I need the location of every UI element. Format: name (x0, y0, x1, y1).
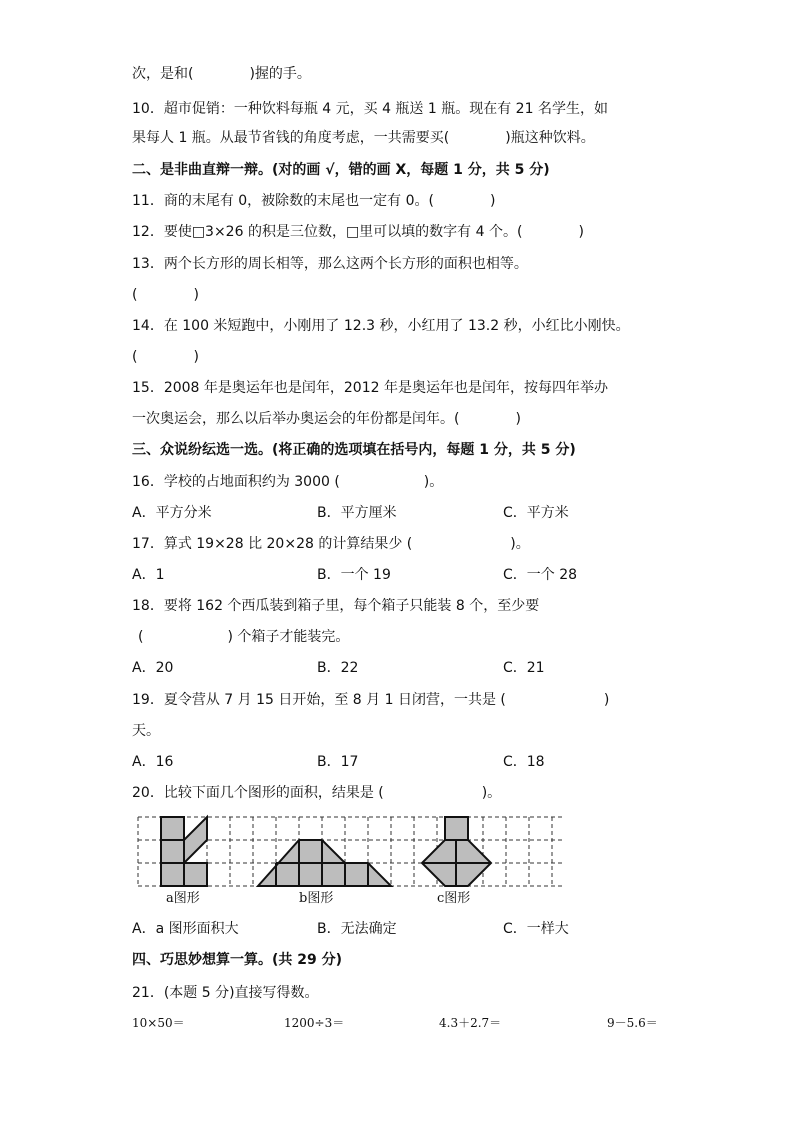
q19-line2: 天。 (132, 723, 160, 739)
q21: 21．(本题 5 分)直接写得数。 (132, 985, 319, 1001)
q18-line1: 18．要将 162 个西瓜装到箱子里，每个箱子只能装 8 个，至少要 (132, 598, 540, 614)
q19-line1: 19．夏令营从 7 月 15 日开始，至 8 月 1 日闭营，一共是 ( ) (132, 692, 610, 708)
q20-option-c: C．一样大 (503, 921, 569, 937)
q10-line1: 10．超市促销：一种饮料每瓶 4 元，买 4 瓶送 1 瓶。现在有 21 名学生，如 (132, 101, 608, 117)
section-2-heading: 二、是非曲直辩一辩。(对的画 √，错的画 X，每题 1 分，共 5 分) (132, 162, 550, 178)
shape-a (161, 817, 207, 886)
label-shape-a: a图形 (166, 891, 200, 906)
q20: 20．比较下面几个图形的面积，结果是 ( )。 (132, 785, 502, 801)
q18-option-c: C．21 (503, 660, 545, 676)
calc-2: 1200÷3＝ (284, 1016, 345, 1030)
q10-line2: 果每人 1 瓶。从最节省钱的角度考虑，一共需要买( )瓶这种饮料。 (132, 130, 595, 146)
q17: 17．算式 19×28 比 20×28 的计算结果少 ( )。 (132, 536, 530, 552)
q14: 14．在 100 米短跑中，小刚用了 12.3 秒，小红用了 13.2 秒，小红比小刚快。 (132, 318, 630, 334)
q18-option-a: A．20 (132, 660, 174, 676)
q11: 11．商的末尾有 0，被除数的末尾也一定有 0。( ) (132, 193, 496, 209)
q17-option-b: B．一个 19 (317, 567, 391, 583)
q9-continuation: 次，是和( )握的手。 (132, 66, 311, 82)
section-4-heading: 四、巧思妙想算一算。(共 29 分) (132, 952, 343, 968)
q16-option-a: A．平方分米 (132, 505, 212, 521)
q13: 13．两个长方形的周长相等，那么这两个长方形的面积也相等。 (132, 256, 528, 272)
q16-option-b: B．平方厘米 (317, 505, 397, 521)
label-shape-c: c图形 (437, 891, 471, 906)
shape-c (422, 817, 491, 886)
q17-option-c: C．一个 28 (503, 567, 578, 583)
label-shape-b: b图形 (299, 891, 334, 906)
q19-option-c: C．18 (503, 754, 545, 770)
q14-answer: ( ) (132, 349, 199, 365)
q18-line2: ( ) 个箱子才能装完。 (138, 629, 350, 645)
q19-option-b: B．17 (317, 754, 359, 770)
q12: 12．要使□3×26 的积是三位数，□里可以填的数字有 4 个。( ) (132, 224, 584, 240)
q13-answer: ( ) (132, 287, 199, 303)
section-3-heading: 三、众说纷纭选一选。(将正确的选项填在括号内，每题 1 分，共 5 分) (132, 442, 576, 458)
calc-1: 10×50＝ (132, 1016, 185, 1030)
q19-option-a: A．16 (132, 754, 174, 770)
calc-3: 4.3＋2.7＝ (439, 1016, 502, 1030)
q20-option-b: B．无法确定 (317, 921, 397, 937)
calc-4: 9－5.6＝ (607, 1016, 658, 1030)
q16-option-c: C．平方米 (503, 505, 569, 521)
q20-option-a: A．a 图形面积大 (132, 921, 239, 937)
q16: 16．学校的占地面积约为 3000 ( )。 (132, 474, 444, 490)
q17-option-a: A．1 (132, 567, 165, 583)
q18-option-b: B．22 (317, 660, 359, 676)
q15-line2: 一次奥运会，那么以后举办奥运会的年份都是闰年。( ) (132, 411, 521, 427)
q15-line1: 15．2008 年是奥运年也是闰年，2012 年是奥运年也是闰年，按每四年举办 (132, 380, 608, 396)
